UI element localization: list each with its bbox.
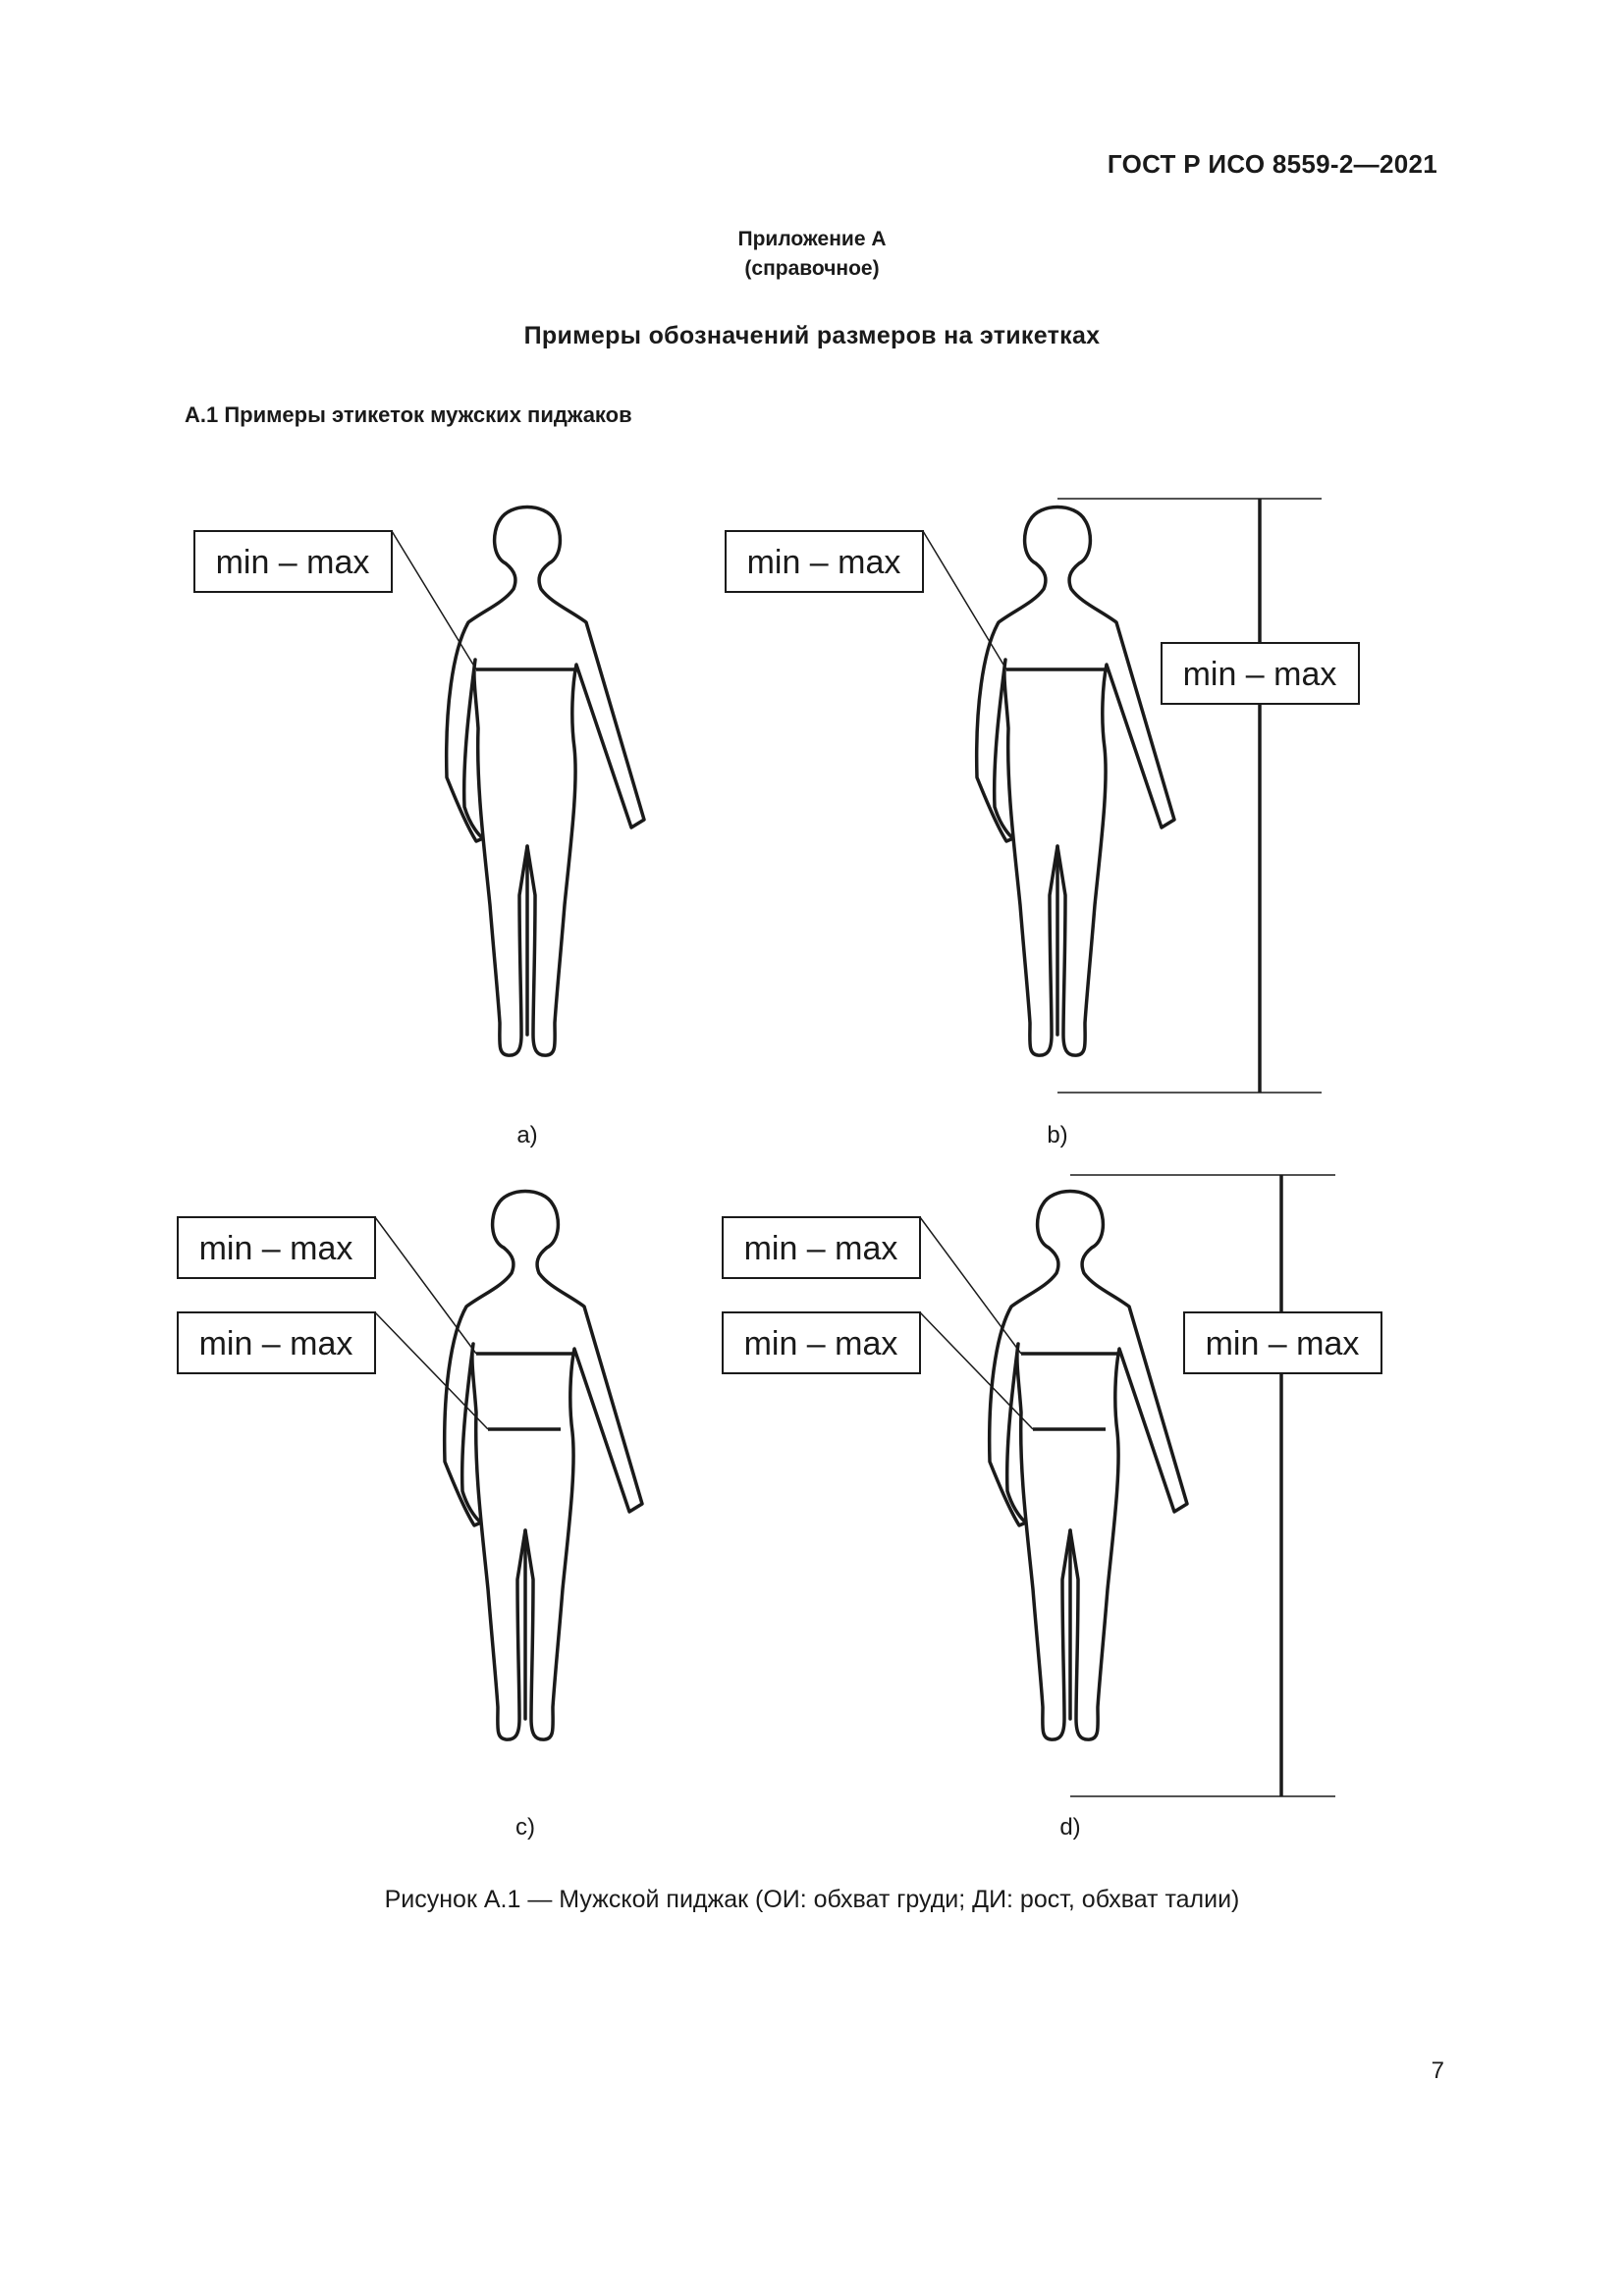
caption-a: a): [516, 1122, 538, 1148]
body-figure-a: [447, 507, 644, 1056]
caption-b: b): [1047, 1122, 1068, 1148]
label-c2: min – max: [198, 1325, 353, 1362]
label-b1: min – max: [746, 544, 901, 581]
panel-d: [723, 1175, 1381, 1841]
panel-c: [178, 1192, 642, 1842]
page-heading: Примеры обозначений размеров на этикетках: [523, 322, 1101, 349]
caption-d: d): [1059, 1814, 1081, 1841]
label-a1: min – max: [215, 544, 370, 581]
leader-line-a1: [392, 531, 476, 669]
appendix-title: Приложение А: [737, 228, 887, 250]
caption-c: c): [515, 1814, 535, 1841]
leader-line-d1: [920, 1217, 1021, 1354]
section-title: А.1 Примеры этикеток мужских пиджаков: [185, 402, 632, 427]
figure-caption: Рисунок А.1 — Мужской пиджак (ОИ: обхват груди; ДИ: рост, обхват талии): [384, 1886, 1240, 1913]
body-figure-b: [977, 507, 1174, 1056]
panel-a: [194, 507, 644, 1149]
page-number: 7: [1431, 2057, 1444, 2084]
label-d2: min – max: [743, 1325, 898, 1362]
document-id: ГОСТ Р ИСО 8559-2—2021: [1107, 149, 1437, 179]
panel-b: [726, 499, 1359, 1148]
body-figure-c: [445, 1192, 642, 1740]
body-figure-d: [990, 1192, 1187, 1740]
leader-line-b1: [923, 531, 1006, 669]
appendix-note: (справочное): [744, 257, 880, 280]
label-d3: min – max: [1205, 1325, 1360, 1362]
leader-line-c1: [375, 1217, 476, 1354]
label-c1: min – max: [198, 1230, 353, 1267]
label-d1: min – max: [743, 1230, 898, 1267]
label-b2: min – max: [1182, 656, 1337, 693]
